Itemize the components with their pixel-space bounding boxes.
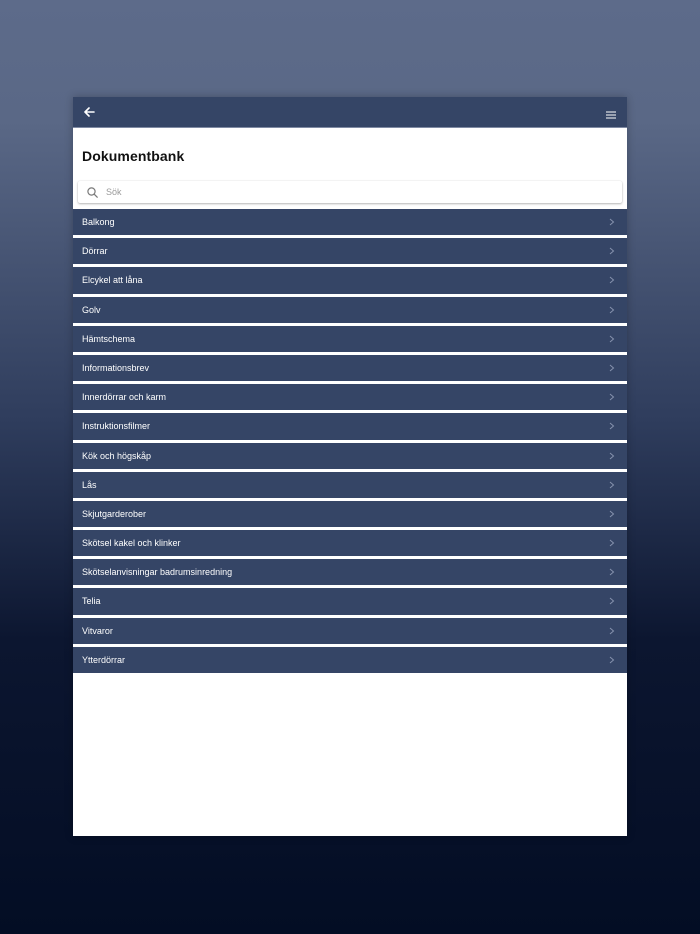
chevron-right-icon	[609, 627, 615, 635]
list-item-golv[interactable]	[73, 297, 627, 323]
list-item-vitvaror[interactable]	[73, 618, 627, 644]
list-item-label: Dörrar	[82, 246, 108, 257]
list-item-label: Golv	[82, 304, 101, 315]
list-item-las[interactable]	[73, 472, 627, 498]
search-bar	[78, 181, 622, 203]
hamburger-menu-icon	[606, 111, 616, 119]
list-item-innerdorrar-och-karm[interactable]	[73, 384, 627, 410]
list-item-label: Skötsel kakel och klinker	[82, 538, 181, 549]
chevron-right-icon	[609, 276, 615, 284]
list-item-skotsel-kakel-och-klinker[interactable]	[73, 530, 627, 556]
list-item-label: Informationsbrev	[82, 362, 150, 373]
chevron-right-icon	[609, 218, 615, 226]
list-item-label: Skjutgarderober	[82, 508, 147, 519]
list-item-informationsbrev[interactable]	[73, 355, 627, 381]
chevron-right-icon	[609, 481, 615, 489]
list-item-telia[interactable]	[73, 588, 627, 614]
list-item-label: Vitvaror	[82, 625, 113, 636]
list-item-hamtschema[interactable]	[73, 326, 627, 352]
list-item-label: Kök och högskåp	[82, 450, 152, 461]
list-item-label: Instruktionsfilmer	[82, 421, 151, 432]
app-bar	[73, 97, 627, 128]
search-icon	[87, 187, 98, 198]
chevron-right-icon	[609, 335, 615, 343]
chevron-right-icon	[609, 452, 615, 460]
chevron-right-icon	[609, 568, 615, 576]
chevron-right-icon	[609, 422, 615, 430]
list-item-kok-och-hogskap[interactable]	[73, 443, 627, 469]
list-item-ytterdorrar[interactable]	[73, 647, 627, 673]
chevron-right-icon	[609, 510, 615, 518]
menu-button[interactable]	[606, 106, 618, 118]
list-item-label: Innerdörrar och karm	[82, 392, 167, 403]
chevron-right-icon	[609, 539, 615, 547]
search-input[interactable]	[106, 183, 606, 201]
list-item-label: Hämtschema	[82, 333, 136, 344]
list-item-label: Skötselanvisningar badrumsinredning	[82, 567, 233, 578]
list-item-elcykel-att-lana[interactable]	[73, 267, 627, 293]
category-list	[73, 209, 627, 676]
app-screen	[73, 97, 627, 836]
back-button[interactable]	[81, 104, 97, 120]
chevron-right-icon	[609, 393, 615, 401]
chevron-right-icon	[609, 364, 615, 372]
list-item-balkong[interactable]	[73, 209, 627, 235]
list-item-label: Elcykel att låna	[82, 275, 143, 286]
chevron-right-icon	[609, 306, 615, 314]
chevron-right-icon	[609, 597, 615, 605]
list-item-label: Balkong	[82, 217, 115, 227]
list-item-skotselanvisningar-badrumsinredning[interactable]	[73, 559, 627, 585]
arrow-left-icon	[84, 107, 95, 117]
list-item-skjutgarderober[interactable]	[73, 501, 627, 527]
page-title: Dokumentbank	[82, 148, 185, 164]
list-item-dorrar[interactable]	[73, 238, 627, 264]
list-item-instruktionsfilmer[interactable]	[73, 413, 627, 439]
chevron-right-icon	[609, 247, 615, 255]
chevron-right-icon	[609, 656, 615, 664]
list-item-label: Lås	[82, 479, 97, 490]
list-item-label: Telia	[82, 596, 101, 607]
list-item-label: Ytterdörrar	[82, 654, 126, 665]
